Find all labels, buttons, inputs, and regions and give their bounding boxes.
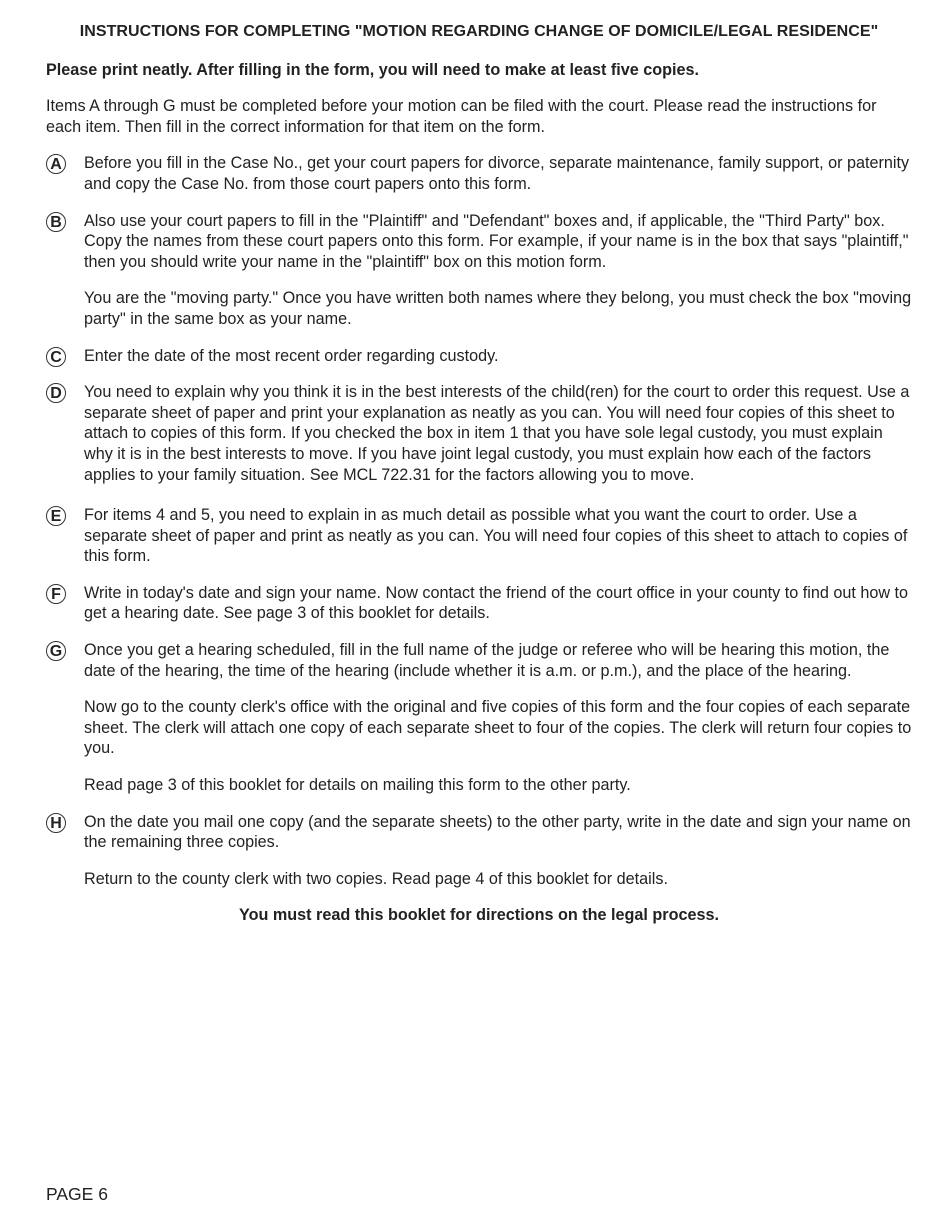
item-g-paragraph-2: Now go to the county clerk's office with the original and five copies of this form and the four copies of each separate sheet. The clerk will attach one copy of each separate sheet to four of the copies. The clerk will return four copies to you. [84,698,912,758]
instruction-item-d [46,382,912,485]
page-title: INSTRUCTIONS FOR COMPLETING "MOTION REGARDING CHANGE OF DOMICILE/LEGAL RESIDENCE" [79,23,879,40]
item-h-paragraph-1: On the date you mail one copy (and the separate sheets) to the other party, write in the date and sign your name on the remaining three copies. [84,812,911,852]
item-letter-badge-h: H [46,813,66,833]
instruction-item-a [46,153,912,194]
item-letter-badge-c: C [46,347,66,367]
item-c-paragraph-1: Enter the date of the most recent order regarding custody. [84,346,499,365]
instruction-item-g [46,640,912,796]
item-b-paragraph-2: You are the "moving party." Once you have written both names where they belong, you must check the box "moving party" in the same box as your name. [84,289,912,328]
page-number: PAGE 6 [46,1184,108,1204]
item-d-paragraph-1: You need to explain why you think it is in the best interests of the child(ren) for the court to order this request. Use a separate sheet of paper and print your explanation as neatly as you can. You will need four copies of this sheet to attach to copies of this form. If you checked the box in item 1 that you have sole legal custody, you must explain why it is in the best interests to move. If you have joint legal custody, you must explain how each of the factors applies to your family situation. See MCL 722.31 for the factors allowing you to move. [84,383,910,484]
item-f-paragraph-1: Write in today's date and sign your name. Now contact the friend of the court office in your county to find out how to get a hearing date. See page 3 of this booklet for details. [84,583,909,623]
item-letter-badge-f: F [46,584,66,604]
item-letter-badge-b: B [46,212,66,232]
item-g-paragraph-3: Read page 3 of this booklet for details on mailing this form to the other party. [84,776,631,795]
instruction-item-f [46,583,912,624]
instruction-item-h [46,812,912,890]
item-a-paragraph-1: Before you fill in the Case No., get your court papers for divorce, separate maintenance, family support, or paternity and copy the Case No. from those court papers onto this form. [84,154,910,193]
item-letter-badge-a: A [46,154,66,174]
instruction-item-b [46,211,912,330]
instruction-item-c [46,346,912,367]
item-e-paragraph-1: For items 4 and 5, you need to explain in as much detail as possible what you want the court to order. Use a separate sheet of paper and print as neatly as you can. You will need four copies of this sheet to attach to copies of this form. [84,506,908,566]
item-letter-badge-e: E [46,506,66,526]
instructions-page [46,22,912,926]
item-g-paragraph-1: Once you get a hearing scheduled, fill in the full name of the judge or referee who will be hearing this motion, the date of the hearing, the time of the hearing (include whether it is a.m. or p.m.), and the place of the hearing. [84,641,890,680]
instruction-item-e [46,505,912,567]
closing-note: You must read this booklet for directions on the legal process. [238,906,719,925]
intro-paragraph: Items A through G must be completed before your motion can be filed with the court. Please read the instructions for each item. Then fill in the correct information for that item on the form. [46,97,877,136]
item-letter-badge-g: G [46,641,66,661]
item-b-paragraph-1: Also use your court papers to fill in the "Plaintiff" and "Defendant" boxes and, if applicable, the "Third Party" box. Copy the names from these court papers onto this form. For example, if your name is in the box that says "plaintiff," then you should write your name in the "plaintiff" box on this motion form. [84,211,909,271]
lead-instruction: Please print neatly. After filling in the form, you will need to make at least five copies. [46,60,700,79]
item-letter-badge-d: D [46,383,66,403]
item-h-paragraph-2: Return to the county clerk with two copies. Read page 4 of this booklet for details. [84,869,668,888]
